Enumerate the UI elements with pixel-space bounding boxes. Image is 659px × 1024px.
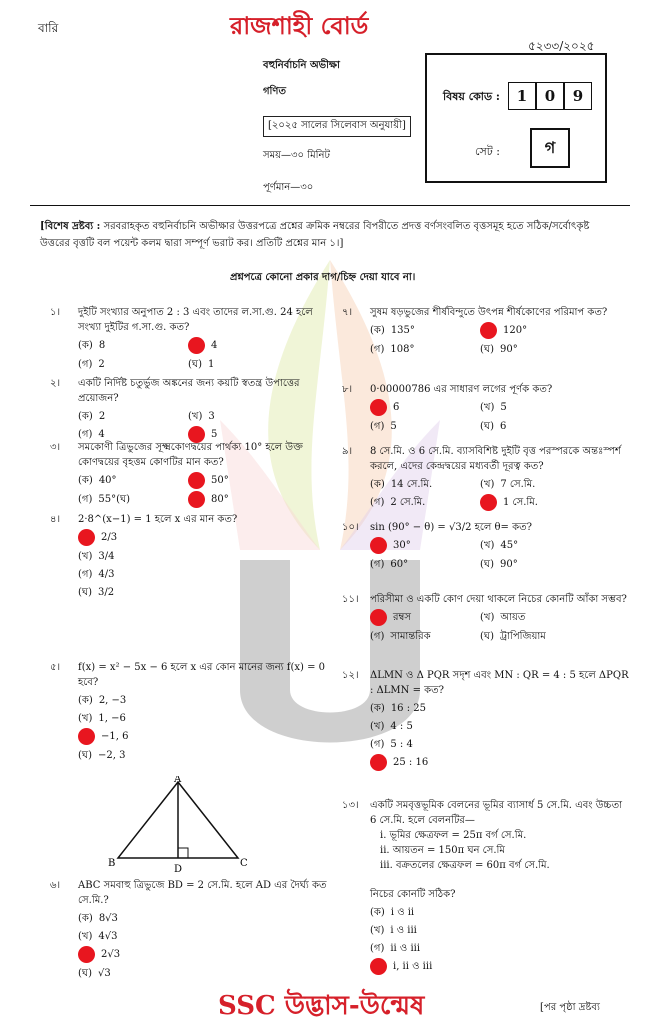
option-letter: (ঘ) [480,420,494,432]
question-number: ২। [50,378,61,389]
option-value: 4√3 [98,930,118,942]
question [342,592,630,644]
option-value: 90° [499,343,518,355]
answer-option[interactable] [78,472,188,489]
question-stem: 2·8^(x−1) = 1 হলে x এর মান কত? [78,514,238,525]
filled-answer-mark [78,728,95,745]
option-value: ii ও iii [390,942,421,954]
option-letter: (ক) [370,702,385,714]
option-letter: (ঘ) [480,630,494,642]
option-value: 120° [503,325,528,336]
answer-option[interactable] [78,710,258,726]
option-value: 80° [211,494,229,505]
option-letter: (খ) [78,930,93,942]
answer-option[interactable] [188,408,298,424]
option-value: 25 : 16 [393,757,429,768]
question [50,440,338,508]
subject-code-box [425,53,607,183]
question-number: ৩। [50,442,61,453]
question-number: ৭। [342,307,353,318]
option-letter: (ক) [370,478,385,490]
footer-brand: SSC উদ্ভাস-উন্মেষ [218,991,425,1021]
option-letter: (ঘ) [78,586,92,598]
option-value: 55°(ঘ) [98,494,131,505]
question-stem: দুইটি সংখ্যার অনুপাত 2 : 3 এবং তাদের ল.সা.গু. 24 হলে সংখ্যা দুইটির গ.সা.গু. কত? [78,307,313,333]
no-mark-warning: প্রশ্নপত্রে কোনো প্রকার দাগ/চিহ্ন দেয়া যাবে না। [230,272,416,283]
option-value: আয়ত [500,612,526,623]
option-list [370,609,630,644]
option-value: ট্রাপিজিয়াম [499,630,546,642]
answer-option[interactable] [188,491,298,508]
answer-option[interactable] [480,341,590,357]
option-value: সামান্তরিক [390,630,431,642]
question-stem: একটি সমবৃত্তভূমিক বেলনের ভূমির ব্যাসার্ধ 5 সে.মি. এবং উচ্চতা 6 সে.মি. হলে বেলনটির— [370,800,622,826]
filled-answer-mark [370,399,387,416]
option-letter: (গ) [370,497,385,508]
question-number: ৯। [342,446,353,457]
question-stem: f(x) = x² − 5x − 6 হলে x এর কোন মানের জন্য f(x) = 0 হবে? [78,662,326,688]
subject-name: গণিত [263,86,286,97]
question-number: ১১। [342,594,359,605]
option-value: 4 [98,429,105,440]
answer-option[interactable] [480,628,590,644]
option-letter: (ঘ) [480,558,494,570]
option-value: 4 : 5 [390,720,413,732]
option-value: 6 [499,420,507,432]
answer-option[interactable] [480,494,590,511]
option-list [370,399,630,434]
option-list [370,904,630,975]
question-stem: ΔLMN ও Δ PQR সদৃশ এবং MN : QR = 4 : 5 হলে ΔPQR : ΔLMN = কত? [370,670,629,696]
answer-option[interactable] [480,556,590,572]
option-value: −2, 3 [97,749,126,761]
statement-item: i. ভূমির ক্ষেত্রফল = 25π বর্গ সে.মি. [380,830,527,841]
answer-option[interactable] [78,692,258,708]
board-title: রাজশাহী বোর্ড [230,12,369,40]
option-list [370,537,630,572]
option-value: 5 : 4 [390,738,413,750]
option-value: 40° [98,475,117,486]
syllabus-note: [২০২৫ সালের সিলেবাস অনুযায়ী] [263,116,411,137]
option-value: 14 সে.মি. [390,478,433,490]
question-number: ৮। [342,384,353,395]
answer-option[interactable] [370,940,550,956]
option-value: 2 [98,410,106,422]
option-list [78,472,338,508]
vertex-c-label: C [240,858,248,869]
answer-option[interactable] [78,910,258,926]
question [50,660,338,763]
sub-question: নিচের কোনটি সঠিক? [370,889,456,900]
statement-item: ii. আয়তন = 150π ঘন সে.মি [380,845,505,856]
answer-option[interactable] [78,548,258,564]
answer-option[interactable] [370,341,480,357]
subject-code-label: বিষয় কোড : [443,90,500,103]
filled-answer-mark [370,754,387,771]
option-value: রম্বস [393,612,411,623]
answer-option[interactable] [188,356,298,372]
filled-answer-mark [188,337,205,354]
option-letter: (খ) [78,550,93,562]
option-letter: (গ) [370,558,385,570]
filled-answer-mark [370,958,387,975]
question-stem: sin (90° − θ) = √3/2 হলে θ= কত? [370,522,532,533]
subject-code-digits [508,82,592,110]
option-value: 5̄ [500,402,507,413]
question-stem: একটি নির্দিষ্ট চতুর্ভুজ অঙ্কনের জন্য কয়টি স্বতন্ত্র উপাত্তের প্রয়োজন? [78,378,300,404]
answer-option[interactable] [188,472,298,489]
question [50,512,338,600]
answer-option[interactable] [78,566,258,582]
option-letter: (খ) [480,402,495,413]
question [342,444,630,511]
answer-option[interactable] [78,584,258,600]
option-letter: (ঘ) [188,358,202,370]
answer-option[interactable] [370,718,550,734]
answer-option[interactable] [370,904,550,920]
option-value: 60° [390,558,409,570]
answer-option[interactable] [370,476,480,492]
region-label: বারি [38,21,59,35]
option-value: 3 [208,410,215,422]
option-value: 16 : 25 [390,702,426,714]
filled-answer-mark [480,494,497,511]
answer-option[interactable] [78,728,258,745]
option-value: 4/3 [98,568,115,580]
subject-code-digit: 1 [508,82,536,110]
option-letter: (ঘ) [78,967,92,979]
statement-item: iii. বক্রতলের ক্ষেত্রফল = 60π বর্গ সে.মি. [380,860,550,871]
filled-answer-mark [188,472,205,489]
option-list [370,700,630,771]
option-letter: (ক) [78,340,93,351]
divider [30,205,630,206]
page-turn-note: [পর পৃষ্ঠা দ্রষ্টব্য [540,1002,600,1013]
answer-option[interactable] [480,418,590,434]
answer-option[interactable] [480,476,590,492]
answer-option[interactable] [78,965,258,981]
question [342,305,630,357]
option-value: 5 [211,429,218,440]
question-number: ১৩। [342,800,359,811]
option-letter: (ঘ) [78,749,92,761]
special-notice [40,218,620,252]
answer-option[interactable] [370,628,480,644]
option-list [78,692,338,763]
option-letter: (গ) [370,420,385,432]
time-limit: সময়—৩০ মিনিট [263,150,330,161]
answer-option[interactable] [370,958,550,975]
set-label: সেট : [475,145,500,158]
option-letter: (গ) [370,343,385,355]
exam-type: বহুনির্বাচনি অভীক্ষা [263,60,340,71]
question-number: ১০। [342,522,359,533]
answer-option[interactable] [480,537,590,554]
option-value: 2√3 [101,949,121,960]
answer-option[interactable] [370,736,550,752]
option-letter: (খ) [480,612,495,623]
question-number: ৪। [50,514,61,525]
notice-lead: [বিশেষ দ্রষ্টব্য : [40,221,101,232]
option-value: 135° [390,325,415,336]
answer-option[interactable] [78,747,258,763]
option-list [78,529,338,600]
option-letter: (খ) [480,478,495,490]
question-stem: 8 সে.মি. ও 6 সে.মি. ব্যাসবিশিষ্ট দুইটি বৃত্ত পরস্পরকে অন্তঃস্পর্শ করলে, এদের কেন্দ্রদ্বয়ের মধ্যবর্তী দূরত্ব কত? [370,446,621,472]
answer-option[interactable] [370,418,480,434]
option-value: 1 সে.মি. [503,497,538,508]
option-letter: (ঘ) [480,343,494,355]
option-letter: (গ) [78,429,93,440]
option-value: i ও iii [390,924,417,936]
answer-option[interactable] [370,922,550,938]
option-value: i, ii ও iii [393,961,433,972]
question-stem: পরিসীমা ও একটি কোণ দেয়া থাকলে নিচের কোনটি আঁকা সম্ভব? [370,594,627,605]
option-value: 3/4 [98,550,115,562]
option-letter: (ক) [78,410,93,422]
question-stem: 0·00000786 এর সাধারণ লগের পূর্ণক কত? [370,384,553,395]
subject-code-digit: 9 [564,82,592,110]
answer-option[interactable] [370,399,480,416]
option-value: 50° [211,475,229,486]
option-letter: (গ) [78,568,93,580]
question-stem: সমকোণী ত্রিভুজের সূক্ষ্মকোণদ্বয়ের পার্থক্য 10° হলে উক্ত কোণদ্বয়ের বৃহত্তম কোণটির মান কত? [78,442,303,468]
answer-option[interactable] [480,322,590,339]
answer-option[interactable] [78,529,258,546]
option-value: 8 [98,340,106,351]
filled-answer-mark [480,322,497,339]
answer-option[interactable] [78,337,188,354]
option-value: 3/2 [97,586,115,598]
answer-option[interactable] [78,491,188,508]
option-letter: (খ) [480,540,495,551]
option-list [370,322,630,357]
question [50,376,338,443]
option-value: 2 সে.মি. [390,497,426,508]
option-letter: (ক) [78,475,93,486]
option-list [78,337,338,372]
notice-text: সরবরাহকৃত বহুনির্বাচনি অভীক্ষার উত্তরপত্রে প্রশ্নের ক্রমিক নম্বরের বিপরীতে প্রদত্ত বর্ণসংবলিত বৃত্তসমূহ হতে সঠিক/সর্বোৎকৃষ্ট উত্তরের বৃত্তটি বল পয়েন্ট কলম দ্বারা সম্পূর্ণ ভরাট কর। প্রতিটি প্রশ্নের মান ১।] [40,221,590,249]
answer-option[interactable] [480,609,590,626]
answer-option[interactable] [370,322,480,339]
filled-answer-mark [78,946,95,963]
option-value: 1, −6 [98,712,126,724]
answer-option[interactable] [188,337,298,354]
question [342,382,630,434]
answer-option[interactable] [370,700,550,716]
question [50,878,338,981]
question-number: ৬। [50,880,61,891]
option-letter: (ক) [78,912,93,924]
option-letter: (গ) [78,358,93,370]
option-letter: (ক) [370,325,385,336]
option-value: √3 [97,967,111,979]
option-list [370,476,630,511]
question [342,798,630,975]
triangle-figure [108,776,248,876]
option-letter: (ক) [370,906,385,918]
question-number: ৫। [50,662,61,673]
vertex-b-label: B [108,858,116,869]
question-number: ১২। [342,670,359,681]
full-marks: পূর্ণমান—৩০ [263,182,314,193]
answer-option[interactable] [370,494,480,511]
point-d-label: D [174,864,183,875]
option-value: 4 [211,340,218,351]
set-value: গ [530,128,570,168]
filled-answer-mark [78,529,95,546]
answer-option[interactable] [480,399,590,416]
option-letter: (গ) [370,942,385,954]
option-value: i ও ii [390,906,415,918]
paper-code: ৫২৩৩/২০২৫ [528,39,595,53]
option-letter: (গ) [78,494,93,505]
answer-option[interactable] [78,356,188,372]
option-value: 5 [390,420,397,432]
option-value: 90° [499,558,518,570]
vertex-a-label: A [174,776,182,785]
option-value: 2, −3 [98,694,127,706]
option-letter: (খ) [188,410,203,422]
option-value: −1, 6 [101,731,129,742]
answer-option[interactable] [370,609,480,626]
option-letter: (গ) [370,630,385,642]
answer-option[interactable] [78,408,188,424]
answer-option[interactable] [370,754,550,771]
option-letter: (খ) [370,924,385,936]
option-value: 2/3 [101,532,118,543]
option-letter: (ক) [78,694,93,706]
option-letter: (গ) [370,738,385,750]
option-value: 8√3 [98,912,118,924]
subject-code-digit: 0 [536,82,564,110]
question-stem: ABC সমবাহু ত্রিভুজে BD = 2 সে.মি. হলে AD এর দৈর্ঘ্য কত সে.মি.? [78,880,327,906]
question-number: ১। [50,307,61,318]
answer-option[interactable] [78,928,258,944]
filled-answer-mark [188,491,205,508]
answer-option[interactable] [370,556,480,572]
filled-answer-mark [370,609,387,626]
answer-option[interactable] [370,537,480,554]
option-value: 108° [390,343,415,355]
question [342,520,630,572]
option-value: 30° [393,540,411,551]
option-letter: (খ) [78,712,93,724]
answer-option[interactable] [78,946,258,963]
question-stem: সুষম ষড়ভুজের শীর্ষবিন্দুতে উৎপন্ন শীর্ষকোণের পরিমাপ কত? [370,307,608,318]
question [50,305,338,372]
option-value: 1 [207,358,215,370]
option-value: 6̄ [393,402,400,413]
option-value: 2 [98,358,105,370]
question [342,668,630,771]
option-letter: (খ) [370,720,385,732]
option-list [78,408,338,443]
filled-answer-mark [370,537,387,554]
option-value: 7 সে.মি. [500,478,536,490]
option-list [78,910,338,981]
option-value: 45° [500,540,519,551]
